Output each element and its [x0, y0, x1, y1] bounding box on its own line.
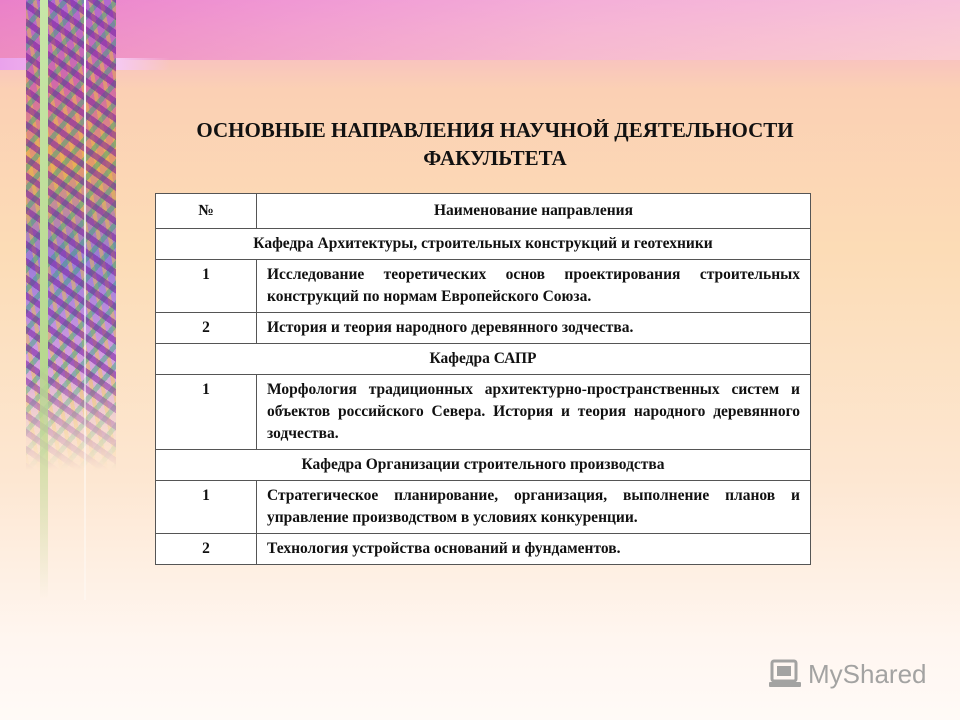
slide-title-line-2: ФАКУЛЬТЕТА — [423, 146, 567, 170]
section-row — [156, 450, 811, 481]
table-row — [156, 534, 811, 565]
row-text: Исследование теоретических основ проектирования строительных конструкций по нормам Европейского Союза. — [257, 260, 811, 313]
row-number: 1 — [156, 375, 257, 450]
table-row — [156, 375, 811, 450]
decorative-vertical-line — [40, 0, 48, 600]
top-gradient-band — [0, 0, 960, 60]
row-number: 2 — [156, 534, 257, 565]
row-text: История и теория народного деревянного зодчества. — [257, 313, 811, 344]
header-name: Наименование направления — [257, 194, 811, 229]
research-directions-table — [155, 193, 811, 565]
header-number: № — [156, 194, 257, 229]
table-header-row — [156, 194, 811, 229]
slide-title — [140, 116, 850, 172]
section-title: Кафедра Организации строительного производства — [156, 450, 811, 481]
myshared-logo-icon — [768, 658, 802, 690]
section-title: Кафедра САПР — [156, 344, 811, 375]
row-number: 1 — [156, 481, 257, 534]
table-row — [156, 260, 811, 313]
row-number: 1 — [156, 260, 257, 313]
row-text: Технология устройства оснований и фундаментов. — [257, 534, 811, 565]
table-row — [156, 481, 811, 534]
section-title: Кафедра Архитектуры, строительных конструкций и геотехники — [156, 229, 811, 260]
slide-title-line-1: ОСНОВНЫЕ НАПРАВЛЕНИЯ НАУЧНОЙ ДЕЯТЕЛЬНОСТИ — [196, 118, 794, 142]
row-text: Морфология традиционных архитектурно-пространственных систем и объектов российского Севера. История и теория народного деревянного зодчества. — [257, 375, 811, 450]
myshared-watermark — [768, 656, 927, 692]
section-row — [156, 229, 811, 260]
decorative-vertical-line-thin — [84, 0, 86, 600]
table-row — [156, 313, 811, 344]
watermark-text: MyShared — [808, 658, 927, 689]
row-number: 2 — [156, 313, 257, 344]
row-text: Стратегическое планирование, организация, выполнение планов и управление производством в условиях конкуренции. — [257, 481, 811, 534]
section-row — [156, 344, 811, 375]
